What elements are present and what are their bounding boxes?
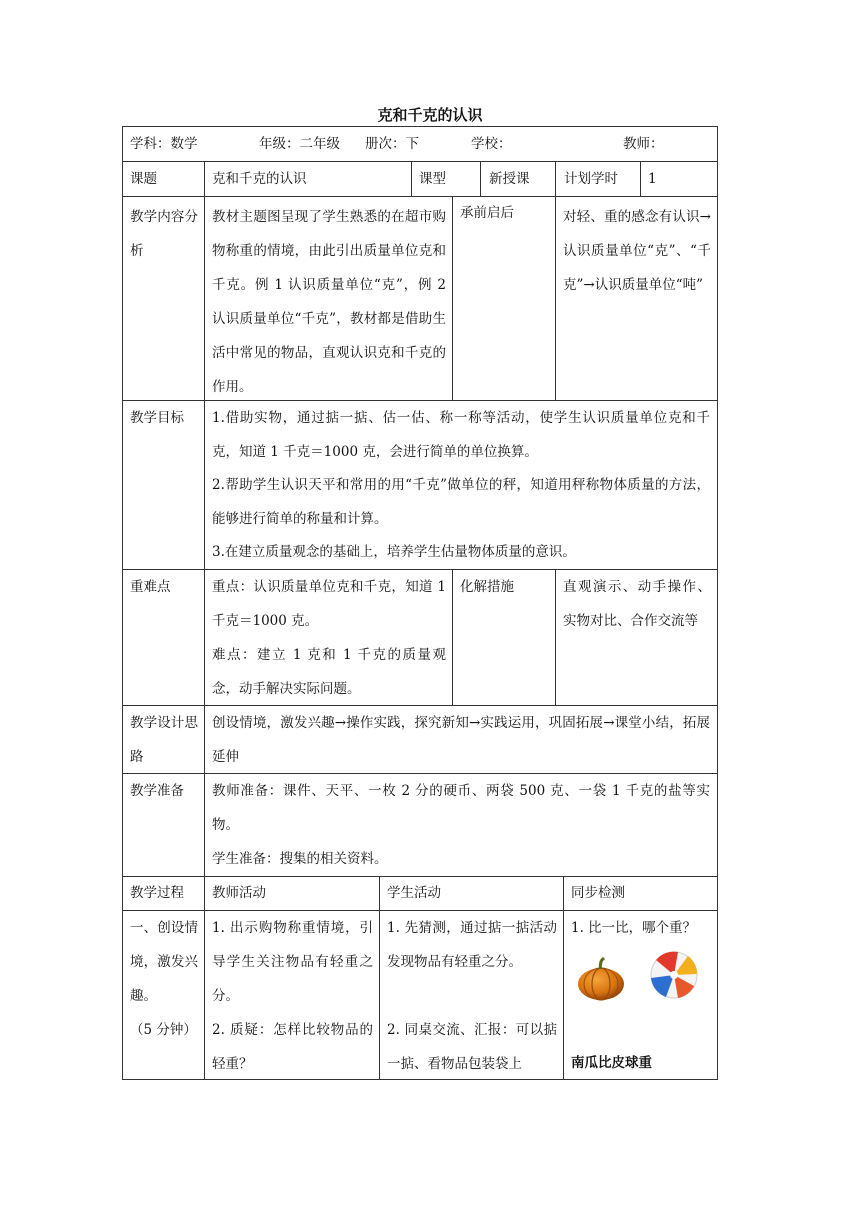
col-divider (640, 161, 641, 196)
topic-label: 课题 (130, 171, 157, 187)
student-activity: 2. 同桌交流、汇报：可以掂一掂、看物品包装袋上 (387, 1022, 557, 1072)
measures-label: 化解措施 (460, 579, 514, 595)
col-divider (379, 876, 380, 1080)
key-point: 重点：认识质量单位克和千克，知道 1 千克＝1000 克。 (212, 579, 446, 629)
col-divider (555, 196, 556, 400)
row-divider (122, 196, 718, 197)
stage-duration: （5 分钟） (130, 1022, 197, 1038)
continuity-content: 对轻、重的感念有认识→认识质量单位“克”、“千克”→认识质量单位“吨” (563, 209, 711, 293)
teacher-prep: 教师准备：课件、天平、一枚 2 分的硬币、两袋 500 克、一袋 1 千克的盐等实物。 (212, 783, 710, 833)
lesson-type-value: 新授课 (489, 171, 530, 187)
measures-content: 直观演示、动手操作、实物对比、合作交流等 (563, 579, 711, 629)
col-divider (204, 161, 205, 1080)
document-title: 克和千克的认识 (377, 106, 483, 124)
analysis-label: 教学内容分析 (130, 209, 198, 259)
col-divider (555, 569, 556, 705)
col-divider (555, 161, 556, 196)
pumpkin-icon (576, 952, 626, 1002)
planned-hours-value: 1 (648, 171, 657, 187)
goal-item: 3.在建立质量观念的基础上，培养学生估量物体质量的意识。 (212, 544, 576, 560)
topic-value: 克和千克的认识 (212, 171, 307, 187)
process-col-stage: 教学过程 (130, 885, 184, 901)
school-field: 学校： (471, 136, 512, 152)
design-content: 创设情境，激发兴趣→操作实践，探究新知→实践运用，巩固拓展→课堂小结，拓展延伸 (212, 715, 710, 765)
goal-item: 2.帮助学生认识天平和常用的用“千克”做单位的秤，知道用秤称物体质量的方法，能够进行简单的称量和计算。 (212, 477, 710, 527)
design-label: 教学设计思路 (130, 715, 198, 765)
goals-label: 教学目标 (130, 410, 184, 426)
col-divider (452, 196, 453, 400)
continuity-label: 承前启后 (460, 205, 514, 221)
student-activity: 1. 先猜测，通过掂一掂活动发现物品有轻重之分。 (387, 920, 557, 970)
col-divider (563, 876, 564, 1080)
process-col-student: 学生活动 (387, 885, 441, 901)
teacher-field: 教师： (623, 136, 664, 152)
process-col-check: 同步检测 (571, 885, 625, 901)
col-divider (480, 161, 481, 196)
analysis-content: 教材主题图呈现了学生熟悉的在超市购物称重的情境，由此引出质量单位克和千克。例 1 认识质量单位“克”，例 2 认识质量单位“千克”，教材都是借助生活中常见的物品，直观认识克和千克的作用。 (212, 209, 446, 395)
planned-hours-label: 计划学时 (564, 171, 618, 187)
grade-field: 年级：二年级 (259, 136, 340, 152)
lesson-type-label: 课型 (419, 171, 446, 187)
col-divider (411, 161, 412, 196)
student-prep: 学生准备：搜集的相关资料。 (212, 851, 388, 867)
col-divider (452, 569, 453, 705)
teacher-activity: 1. 出示购物称重情境，引导学生关注物品有轻重之分。 (212, 920, 373, 1004)
check-answer: 南瓜比皮球重 (571, 1055, 652, 1071)
goal-item: 1.借助实物，通过掂一掂、估一估、称一称等活动，使学生认识质量单位克和千克，知道 1 千克＝1000 克，会进行简单的单位换算。 (212, 410, 710, 460)
stage-title: 一、创设情境，激发兴趣。 (130, 920, 198, 1004)
beach-ball-icon (648, 950, 700, 1000)
process-col-teacher: 教师活动 (212, 885, 266, 901)
check-question: 1. 比一比，哪个重？ (571, 920, 697, 936)
difficulty-point: 难点：建立 1 克和 1 千克的质量观念，动手解决实际问题。 (212, 647, 446, 697)
volume-field: 册次：下 (365, 136, 419, 152)
teacher-activity: 2. 质疑：怎样比较物品的轻重？ (212, 1022, 373, 1072)
subject-field: 学科：数学 (130, 136, 198, 152)
prep-label: 教学准备 (130, 783, 184, 799)
key-points-label: 重难点 (130, 579, 171, 595)
